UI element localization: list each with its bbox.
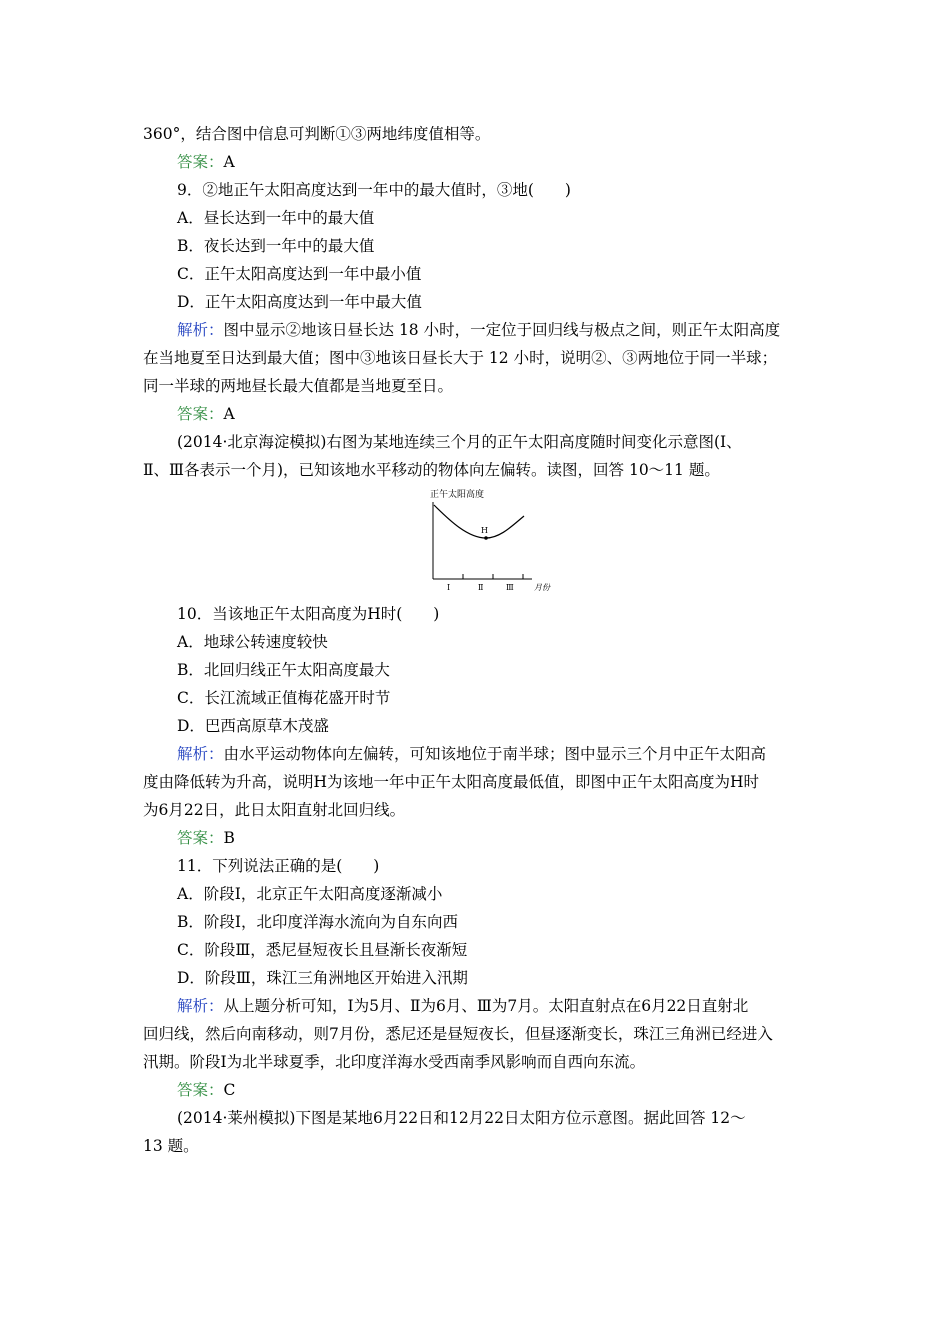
- x-axis-unit: 月份: [534, 583, 550, 592]
- solar-altitude-figure: [428, 486, 564, 596]
- option-9c: C．正午太阳高度达到一年中最小值: [177, 265, 422, 283]
- option-11a: A．阶段Ⅰ，北京正午太阳高度逐渐减小: [177, 885, 443, 903]
- answer-line: [177, 152, 235, 172]
- answer-label: 答案：: [177, 405, 224, 423]
- explanation-text: 图中显示②地该日昼长达 18 小时，一定位于回归线与极点之间，则正午太阳高度: [223, 321, 781, 339]
- question-11: 11．下列说法正确的是( ): [177, 857, 380, 875]
- answer-value: B: [223, 829, 235, 847]
- option-11d: D．阶段Ⅲ，珠江三角洲地区开始进入汛期: [177, 969, 468, 987]
- explanation-11-line1: [177, 996, 748, 1016]
- explanation-9-line1: [177, 320, 780, 340]
- answer-value: A: [223, 153, 235, 171]
- x-tick-label: Ⅱ: [478, 583, 484, 592]
- option-11b: B．阶段Ⅰ，北印度洋海水流向为自东向西: [177, 913, 459, 931]
- option-10d: D．巴西高原草木茂盛: [177, 717, 329, 735]
- explanation-text: 由水平运动物体向左偏转，可知该地位于南半球；图中显示三个月中正午太阳高: [223, 745, 767, 763]
- explanation-label: 解析：: [177, 321, 224, 339]
- option-9d: D．正午太阳高度达到一年中最大值: [177, 293, 422, 311]
- text-line: 360°，结合图中信息可判断①③两地纬度值相等。: [143, 125, 491, 143]
- explanation-9-line2: 在当地夏至日达到最大值；图中③地该日昼长大于 12 小时，说明②、③两地位于同一半球；: [143, 349, 778, 367]
- explanation-10-line2: 度由降低转为升高，说明H为该地一年中正午太阳高度最低值，即图中正午太阳高度为H时: [143, 773, 760, 791]
- y-axis-label: 正午太阳高度: [430, 490, 485, 500]
- intro-line1: (2014·北京海淀模拟)右图为某地连续三个月的正午太阳高度随时间变化示意图(Ⅰ、: [177, 433, 742, 451]
- explanation-11-line3: 汛期。阶段Ⅰ为北半球夏季，北印度洋海水受西南季风影响而自西向东流。: [143, 1053, 646, 1071]
- question-9: 9．②地正午太阳高度达到一年中的最大值时，③地( ): [177, 181, 571, 199]
- point-label: H: [481, 526, 488, 535]
- x-tick-label: Ⅰ: [447, 583, 451, 592]
- answer-value: A: [223, 405, 235, 423]
- x-tick-label: Ⅲ: [506, 583, 514, 592]
- question-10: 10．当该地正午太阳高度为H时( ): [177, 605, 440, 623]
- answer-line: [177, 1080, 235, 1100]
- intro-line2: Ⅱ、Ⅲ各表示一个月)，已知该地水平移动的物体向左偏转。读图，回答 10～11 题。: [143, 461, 720, 479]
- intro-line4: 13 题。: [143, 1137, 199, 1155]
- option-10c: C．长江流域正值梅花盛开时节: [177, 689, 391, 707]
- explanation-10-line3: 为6月22日，此日太阳直射北回归线。: [143, 801, 406, 819]
- option-9a: A．昼长达到一年中的最大值: [177, 209, 375, 227]
- answer-label: 答案：: [177, 829, 224, 847]
- explanation-9-line3: 同一半球的两地昼长最大值都是当地夏至日。: [143, 377, 454, 395]
- explanation-label: 解析：: [177, 745, 224, 763]
- option-10b: B．北回归线正午太阳高度最大: [177, 661, 390, 679]
- answer-label: 答案：: [177, 153, 224, 171]
- answer-label: 答案：: [177, 1081, 224, 1099]
- lowest-point: [484, 536, 488, 540]
- explanation-text: 从上题分析可知，Ⅰ为5月、Ⅱ为6月、Ⅲ为7月。太阳直射点在6月22日直射北: [223, 997, 749, 1015]
- option-10a: A．地球公转速度较快: [177, 633, 328, 651]
- explanation-10-line1: [177, 744, 766, 764]
- altitude-curve: [434, 505, 524, 538]
- explanation-11-line2: 回归线，然后向南移动，则7月份，悉尼还是昼短夜长，但昼逐渐变长，珠江三角洲已经进入: [143, 1025, 773, 1043]
- answer-line: [177, 404, 235, 424]
- intro-line3: (2014·莱州模拟)下图是某地6月22日和12月22日太阳方位示意图。据此回答 12～: [177, 1109, 746, 1127]
- answer-value: C: [223, 1081, 236, 1099]
- option-11c: C．阶段Ⅲ，悉尼昼短夜长且昼渐长夜渐短: [177, 941, 468, 959]
- answer-line: [177, 828, 235, 848]
- explanation-label: 解析：: [177, 997, 224, 1015]
- option-9b: B．夜长达到一年中的最大值: [177, 237, 375, 255]
